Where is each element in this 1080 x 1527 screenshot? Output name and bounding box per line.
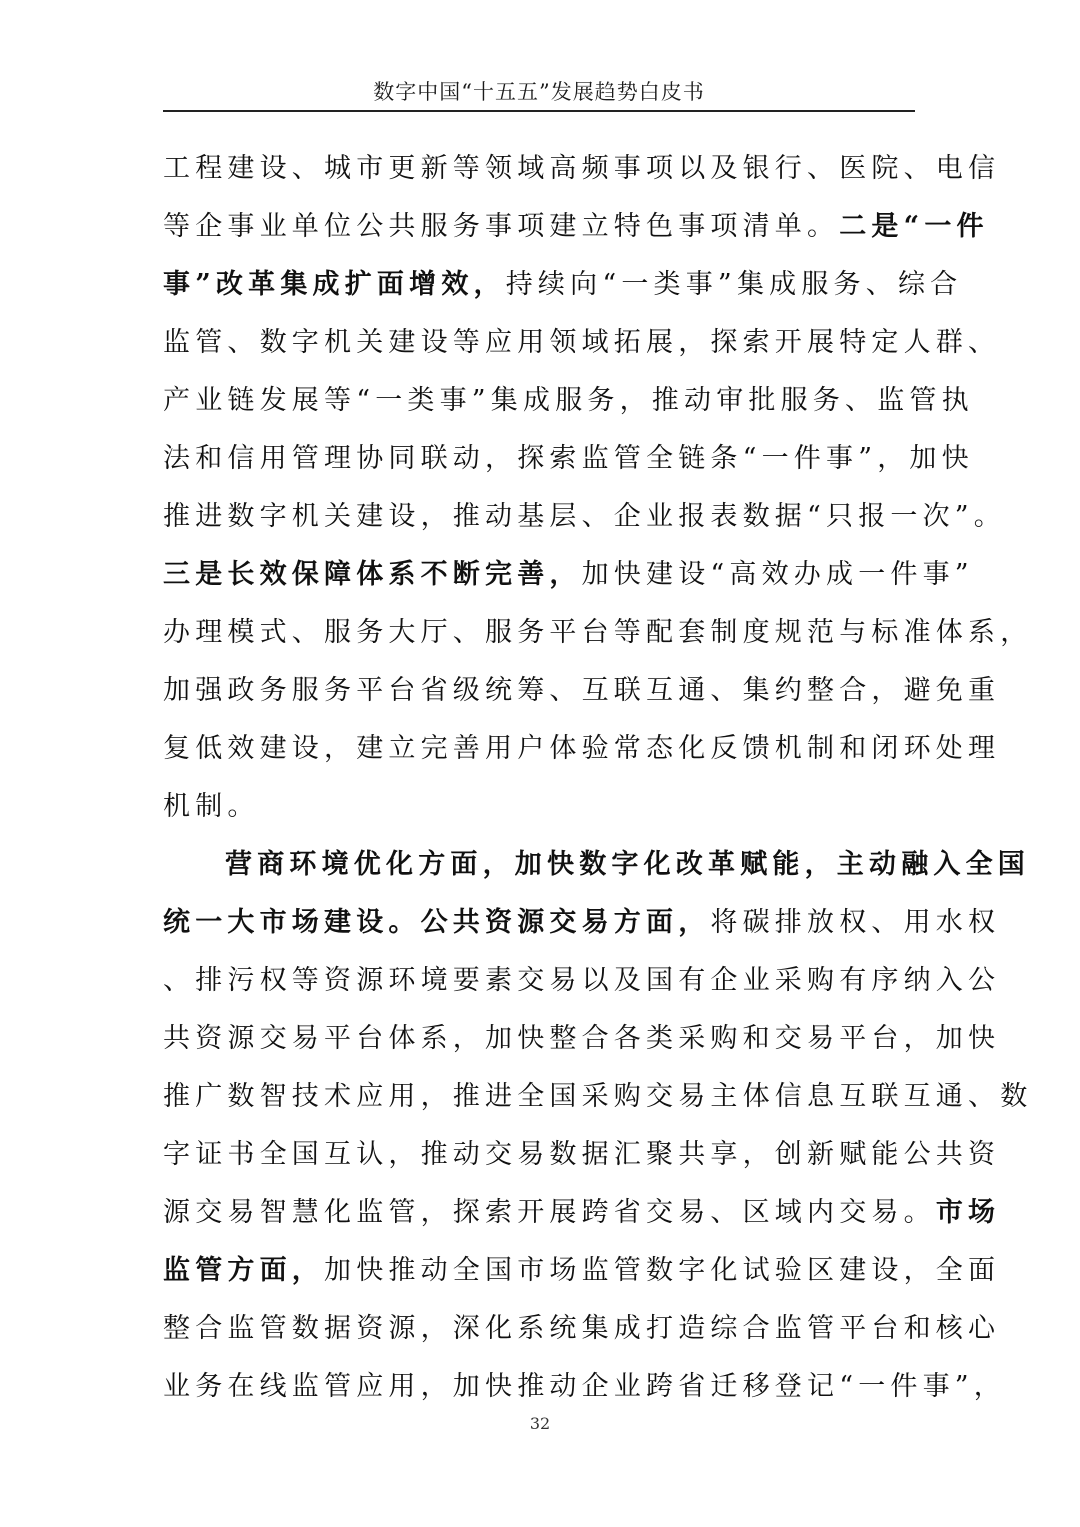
running-header: 数字中国“十五五”发展趋势白皮书 [373,80,705,104]
text-line [163,314,1001,372]
bold-text-run: 二是“一件 [839,211,989,242]
text-line [163,604,1033,662]
body-text [163,140,1033,1416]
page-number: 32 [529,1414,551,1433]
text-line [163,256,963,314]
text-run: 办理模式、服务大厅、服务平台等配套制度规范与标准体系， [163,617,1033,648]
text-run: 机制。 [163,791,260,822]
text-line [163,1010,1001,1068]
text-line [163,720,1001,778]
bold-text-run: 营商环境优化方面，加快数字化改革赋能，主动融入全国 [225,849,1030,880]
text-line [163,952,1001,1010]
text-run: 加强政务服务平台省级统筹、互联互通、集约整合，避免重 [163,675,1001,706]
text-run: 加快推动全国市场监管数字化试验区建设，全面 [324,1255,1001,1286]
text-run: 字证书全国互认，推动交易数据汇聚共享，创新赋能公共资 [163,1139,1001,1170]
bold-text-run: 统一大市场建设。公共资源交易方面， [163,907,711,938]
bold-text-run: 事”改革集成扩面增效， [163,269,506,300]
text-line [163,140,1001,198]
text-run: 推进数字机关建设，推动基层、企业报表数据“只报一次”。 [163,501,1007,532]
text-run: 业务在线监管应用，加快推动企业跨省迁移登记“一件事”， [163,1371,1007,1402]
text-run: 共资源交易平台体系，加快整合各类采购和交易平台，加快 [163,1023,1001,1054]
text-run: 法和信用管理协同联动，探索监管全链条“一件事”，加快 [163,443,974,474]
text-run: 源交易智慧化监管，探索开展跨省交易、区域内交易。 [163,1197,936,1228]
bold-text-run: 市场 [935,1197,1001,1228]
text-line [163,1300,1001,1358]
text-line [163,1184,1001,1242]
text-line [163,1358,1007,1416]
text-run: 复低效建设，建立完善用户体验常态化反馈机制和闭环处理 [163,733,1001,764]
text-line [163,1126,1001,1184]
text-run: 产业链发展等“一类事”集成服务，推动审批服务、监管执 [163,385,974,416]
text-line [163,1242,1001,1300]
text-run: 持续向“一类事”集成服务、综合 [505,269,963,300]
header-divider [163,110,915,112]
text-run: 、排污权等资源环境要素交易以及国有企业采购有序纳入公 [163,965,1001,996]
text-run: 将碳排放权、用水权 [710,907,1001,938]
text-run: 等企事业单位公共服务事项建立特色事项清单。 [163,211,840,242]
text-line [163,488,1007,546]
bold-text-run: 三是长效保障体系不断完善， [163,559,582,590]
text-line [163,430,974,488]
text-run: 加快建设“高效办成一件事” [581,559,974,590]
text-run: 工程建设、城市更新等领域高频事项以及银行、医院、电信 [163,153,1001,184]
text-line [163,372,974,430]
text-run: 整合监管数据资源，深化系统集成打造综合监管平台和核心 [163,1313,1001,1344]
text-run: 推广数智技术应用，推进全国采购交易主体信息互联互通、数 [163,1081,1033,1112]
text-line [163,836,1030,894]
text-run: 监管、数字机关建设等应用领域拓展，探索开展特定人群、 [163,327,1001,358]
text-line [163,1068,1033,1126]
text-line [163,198,989,256]
text-line [163,894,1001,952]
bold-text-run: 监管方面， [163,1255,324,1286]
text-line [163,778,915,836]
text-line [163,662,1001,720]
text-line [163,546,974,604]
